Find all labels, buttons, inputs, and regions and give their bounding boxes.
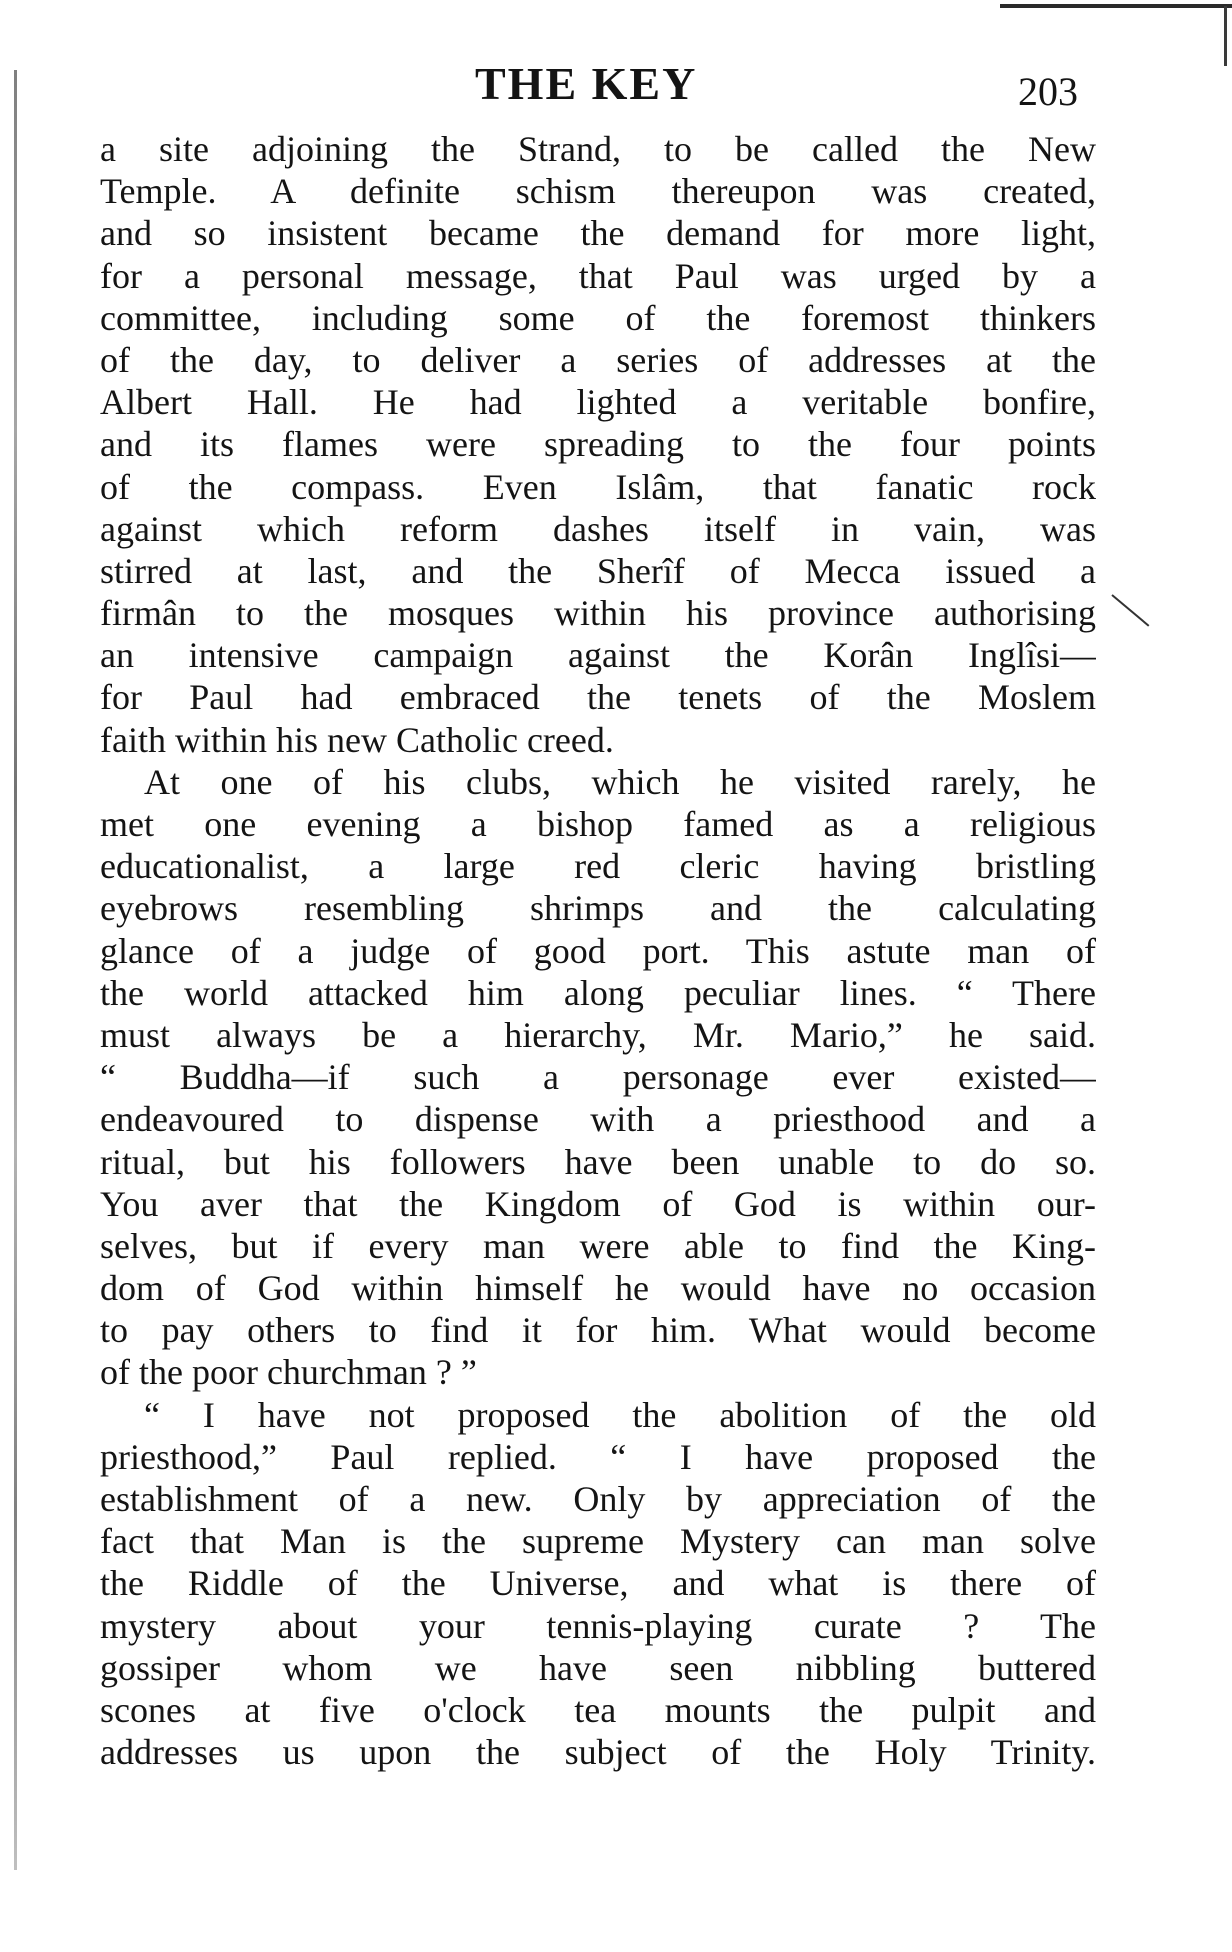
text-line: gossiper whom we have seen nibbling buttered [100, 1647, 1096, 1688]
text-line: eyebrows resembling shrimps and the calculating [100, 888, 1096, 929]
text-line: met one evening a bishop famed as a religious [100, 804, 1096, 844]
text-line: against which reform dashes itself in vain, was [100, 508, 1096, 549]
text-line: educationalist, a large red cleric having bristling [100, 846, 1096, 887]
text-line: of the compass. Even Islâm, that fanatic rock [100, 466, 1096, 507]
text-line: an intensive campaign against the Korân Inglîsi— [100, 635, 1096, 676]
text-line: the world attacked him along peculiar lines. “ There [100, 972, 1096, 1013]
text-line: “ Buddha—if such a personage ever existed— [100, 1057, 1096, 1098]
text-line: scones at five o'clock tea mounts the pulpit and [100, 1689, 1096, 1730]
text-line: dom of God within himself he would have no occasion [100, 1268, 1096, 1309]
text-line: glance of a judge of good port. This astute man of [100, 930, 1096, 971]
text-line: for a personal message, that Paul was urged by a [100, 255, 1096, 296]
text-line: of the poor churchman ? ” [100, 1352, 477, 1393]
text-line: endeavoured to dispense with a priesthood and a [100, 1099, 1096, 1140]
text-line: a site adjoining the Strand, to be called the New [100, 129, 1096, 169]
text-line: Albert Hall. He had lighted a veritable bonfire, [100, 382, 1096, 423]
text-line: Temple. A definite schism thereupon was created, [100, 171, 1096, 212]
text-line: establishment of a new. Only by appreciation of the [100, 1479, 1096, 1519]
text-line: faith within his new Catholic creed. [100, 719, 614, 760]
text-line: “ I have not proposed the abolition of the old [144, 1394, 1096, 1435]
text-line: and its flames were spreading to the four points [100, 424, 1096, 465]
text-line: At one of his clubs, which he visited rarely, he [144, 761, 1096, 802]
text-line: and so insistent became the demand for more light, [100, 213, 1096, 254]
text-line: for Paul had embraced the tenets of the Moslem [100, 677, 1096, 718]
scan-edge-right [1224, 6, 1227, 66]
page-number: 203 [1018, 69, 1078, 114]
text-line: the Riddle of the Universe, and what is there of [100, 1563, 1096, 1604]
stray-pen-mark [1111, 594, 1149, 626]
text-line: must always be a hierarchy, Mr. Mario,” he said. [100, 1014, 1096, 1055]
scan-edge-top [1000, 4, 1232, 8]
text-line: addresses us upon the subject of the Holy Trinity. [100, 1732, 1096, 1773]
body-text [100, 128, 1096, 1773]
text-line: mystery about your tennis-playing curate ? The [100, 1605, 1096, 1646]
text-line: stirred at last, and the Sherîf of Mecca issued a [100, 550, 1096, 591]
text-line: You aver that the Kingdom of God is within our- [100, 1183, 1096, 1224]
text-line: committee, including some of the foremost thinkers [100, 297, 1096, 338]
text-line: to pay others to find it for him. What would become [100, 1310, 1096, 1351]
text-line: ritual, but his followers have been unable to do so. [100, 1141, 1096, 1182]
text-line: fact that Man is the supreme Mystery can man solve [100, 1521, 1096, 1562]
text-line: priesthood,” Paul replied. “ I have proposed the [100, 1436, 1096, 1477]
text-line: firmân to the mosques within his province authorising [100, 593, 1096, 634]
page-header [100, 54, 1100, 114]
scan-edge-left [14, 70, 17, 1870]
text-line: of the day, to deliver a series of addresses at the [100, 339, 1096, 380]
running-title: THE KEY [475, 58, 698, 109]
text-line: selves, but if every man were able to find the King- [100, 1225, 1096, 1266]
